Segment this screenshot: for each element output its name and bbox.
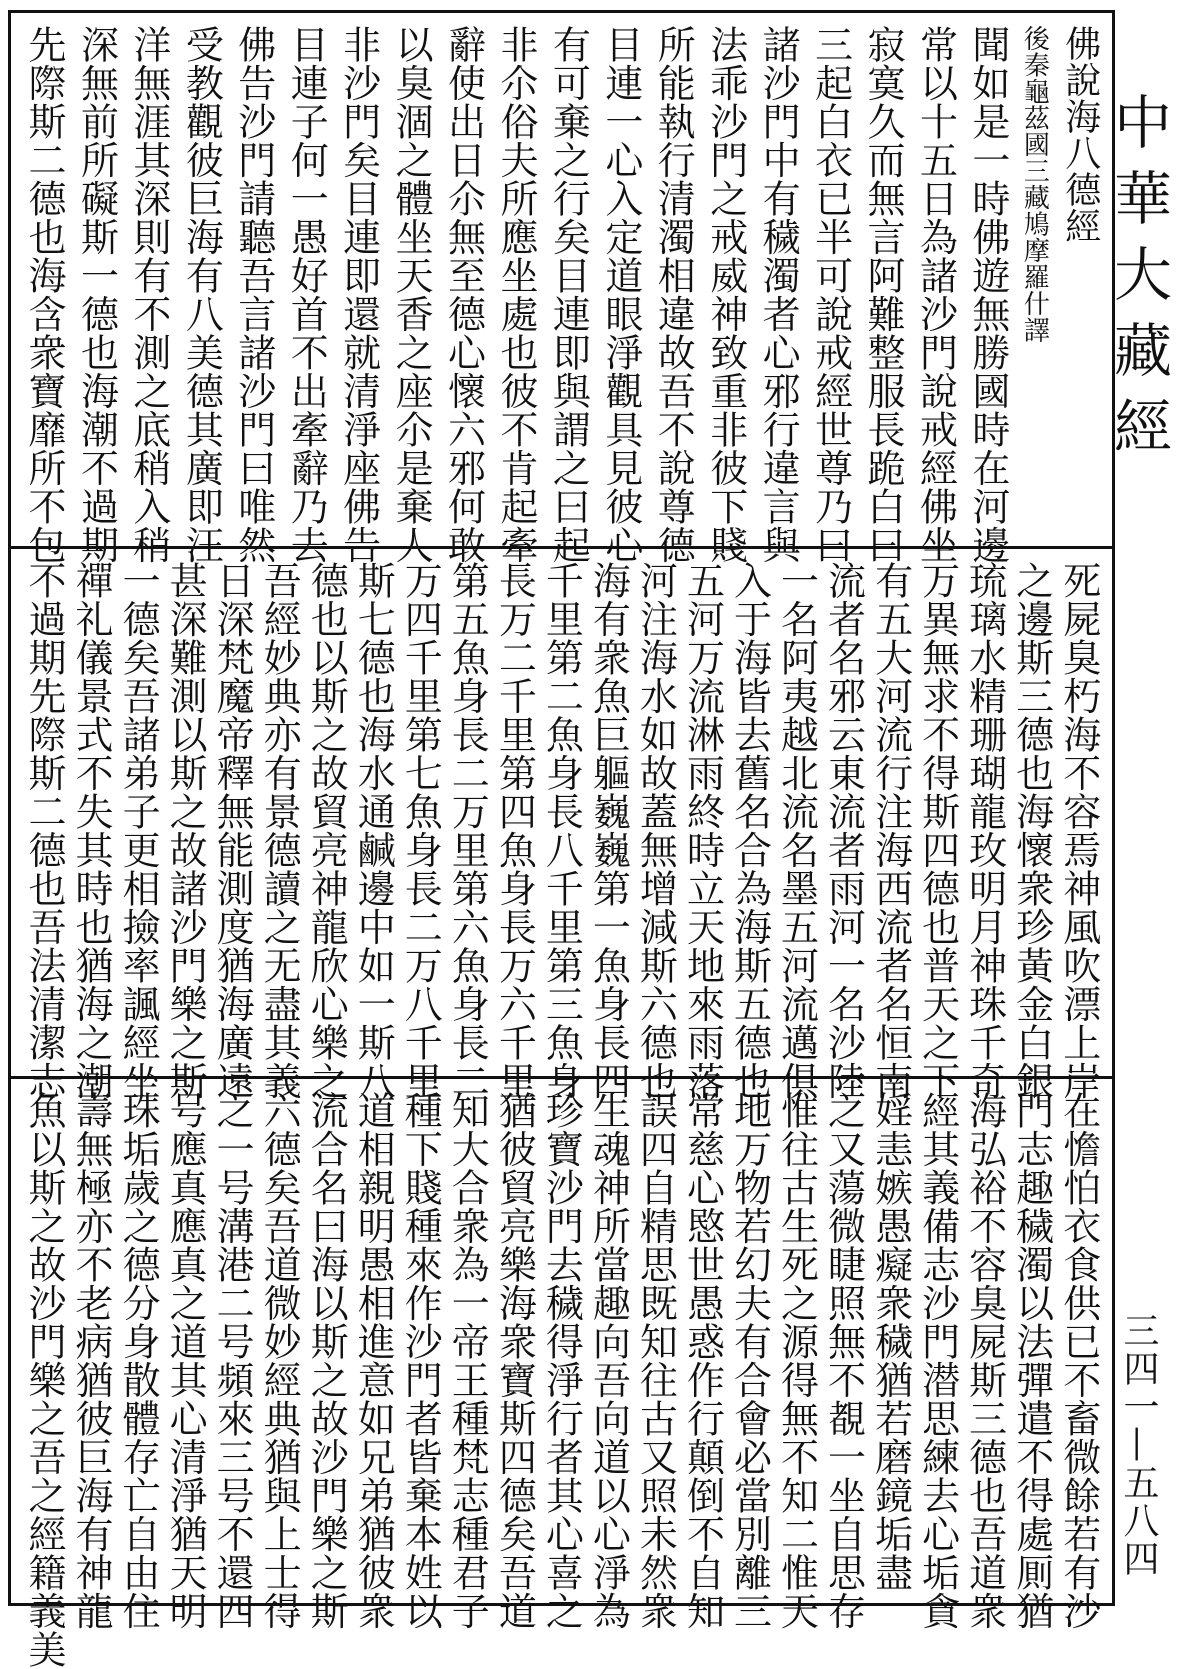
text-column: 第五魚身長二万里第六魚身長二 xyxy=(445,561,490,1100)
text-column: 地万物若幻夫有合會必當別離三 xyxy=(727,1091,772,1630)
side-title: 中華大藏經 xyxy=(1104,92,1172,472)
text-column: 珍寶沙門去穢得淨行者其心喜之 xyxy=(539,1091,584,1630)
register-bottom xyxy=(11,1076,1112,1669)
text-column: 在憺怕衣食供已不畜微餘若有沙 xyxy=(1056,1091,1101,1630)
text-column: 聞如是一時佛遊無勝國時在河邊 xyxy=(965,25,1010,564)
text-column: 目連一心入定道眼淨觀具見彼心 xyxy=(598,25,643,564)
text-column: 常以十五日為諸沙門說戒經佛坐 xyxy=(913,25,958,564)
text-column: 吾經妙典亦有景德讀之无盡其義 xyxy=(257,561,302,1100)
text-column: 誤四自精思既知往古又照未然衆 xyxy=(633,1091,678,1630)
text-column: 号應真應真之道其心清淨猶天明 xyxy=(163,1091,208,1630)
text-column: 寂寞久而無言阿難整服長跪白曰 xyxy=(861,25,905,564)
text-column: 法乖沙門之戒威神致重非彼下賤 xyxy=(703,25,748,564)
text-columns xyxy=(22,1091,1101,1669)
text-column: 一名阿夷越北流名墨五河流邁俱 xyxy=(774,561,819,1100)
text-column: 六德矣吾道微妙經典猶與上士得 xyxy=(257,1091,302,1630)
text-column: 流者名邪云東流者雨河一名沙陸 xyxy=(821,561,866,1100)
text-column: 經其義備志沙門潜思練去心垢貪 xyxy=(915,1091,960,1630)
text-column: 種下賤種來作沙門者皆棄本姓以 xyxy=(398,1091,443,1630)
text-column: 海弘裕不容臭屍斯三德也吾道衆 xyxy=(962,1091,1007,1630)
text-column: 後秦龜茲國三藏鳩摩羅什譯 xyxy=(1019,25,1050,343)
text-column: 有五大河流行注海西流者名恒南 xyxy=(868,561,913,1100)
text-columns xyxy=(22,561,1101,1100)
text-column: 有可棄之行矣目連即與謂之曰起 xyxy=(546,25,591,564)
text-column: 甚深難測以斯之故諸沙門樂之斯 xyxy=(163,561,208,1100)
text-column: 非尒俗夫所應坐處也彼不肯起牽 xyxy=(493,25,538,564)
page-number: 三四一—五八四 xyxy=(1118,1312,1159,1578)
text-column: 非沙門矣目連即還就清淨座佛告 xyxy=(336,25,381,564)
text-column: 河注海水如故蓋無增減斯六德也 xyxy=(633,561,678,1100)
text-column: 珠垢歲之德分身散體存亡自由住 xyxy=(116,1091,161,1630)
text-column: 猶彼貿亮樂海衆寶斯四德矣吾道 xyxy=(492,1091,537,1630)
text-column: 長万二千里第四魚身長万六千里 xyxy=(492,561,537,1100)
text-column: 壽無極亦不老病猶彼巨海有神龍 xyxy=(69,1091,114,1630)
text-column: 先際斯二德也海含衆寶靡所不包 xyxy=(22,25,66,564)
text-column: 之邊斯三德也海懷衆珍黃金白銀 xyxy=(1009,561,1054,1100)
text-column: 琉璃水精珊瑚龍玫明月神珠千奇 xyxy=(962,561,1007,1100)
text-column: 受教觀彼巨海有八美德其廣即汪 xyxy=(179,25,224,564)
text-column: 万異無求不得斯四德也普天之下 xyxy=(915,561,960,1100)
text-column: 不過期先際斯二德也吾法清潔志 xyxy=(22,561,66,1100)
text-column: 德也以斯之故貿亮神龍欣心樂之 xyxy=(304,561,349,1100)
text-columns xyxy=(22,25,1101,564)
text-column: 深無前所礙斯一德也海潮不過期 xyxy=(74,25,119,564)
text-column: 辭使出日尒無至德心懷六邪何敢 xyxy=(441,25,486,564)
text-column: 入于海皆去舊名合為海斯五德也 xyxy=(727,561,772,1100)
text-column: 道相親明愚相進意如兄弟猶彼衆 xyxy=(351,1091,396,1630)
text-column: 生魂神所當趣向吾向道以心淨為 xyxy=(586,1091,631,1630)
text-column: 洋無涯其深則有不測之底稍入稍 xyxy=(126,25,171,564)
text-column: 門志趣穢濁以法彈遣不得處厠猶 xyxy=(1009,1091,1054,1630)
text-column: 目連子何一愚好首不出牽辭乃去 xyxy=(284,25,329,564)
text-column: 千里第二魚身長八千里第三魚身 xyxy=(539,561,584,1100)
text-column: 三起白衣已半可說戒經世尊乃曰 xyxy=(808,25,853,564)
text-column: 常慈心愍世愚惑作行顛倒不自知 xyxy=(680,1091,725,1630)
text-column: 禪礼儀景式不失其時也猶海之潮 xyxy=(69,561,114,1100)
text-column: 佛告沙門請聽吾言諸沙門曰唯然 xyxy=(231,25,276,564)
text-column: 佛說海八德經 xyxy=(1059,25,1101,244)
text-column: 魚以斯之故沙門樂之吾之經籍義美 xyxy=(22,1091,66,1669)
register-top xyxy=(11,13,1112,564)
text-column: 之一号溝港二号頻來三号不還四 xyxy=(210,1091,255,1630)
text-column: 諸沙門中有穢濁者心邪行違言與 xyxy=(756,25,801,564)
text-column: 所能執行清濁相違故吾不說尊德 xyxy=(651,25,696,564)
text-column: 一德矣吾諸弟子更相撿率諷經坐 xyxy=(116,561,161,1100)
page-frame xyxy=(8,10,1115,1669)
text-column: 斯七德也海水通鹹邊中如一斯八 xyxy=(351,561,396,1100)
text-column: 五河万流淋雨終時立天地來雨落 xyxy=(680,561,725,1100)
text-column: 万四千里第七魚身長二万八千里 xyxy=(398,561,443,1100)
text-column: 之又蕩微睫照無不覩一坐自思存 xyxy=(821,1091,866,1630)
text-column: 婬恚嫉愚癡衆穢猶若磨鏡垢盡 xyxy=(868,1091,913,1592)
text-column: 以臭涸之體坐天香之座尒是棄人 xyxy=(389,25,434,564)
text-column: 流合名曰海以斯之故沙門樂之斯 xyxy=(304,1091,349,1630)
text-column: 知大合衆為一帝王種梵志種君子 xyxy=(445,1091,490,1630)
text-column: 死屍臭朽海不容焉神風吹漂上岸 xyxy=(1056,561,1101,1100)
text-column: 日深梵魔帝釋無能測度猶海廣遠 xyxy=(210,561,255,1100)
text-column: 海有衆魚巨軀巍巍第一魚身長四 xyxy=(586,561,631,1100)
register-middle xyxy=(11,546,1112,1100)
text-column: 惟往古生死之源得無不知二惟天 xyxy=(774,1091,819,1630)
